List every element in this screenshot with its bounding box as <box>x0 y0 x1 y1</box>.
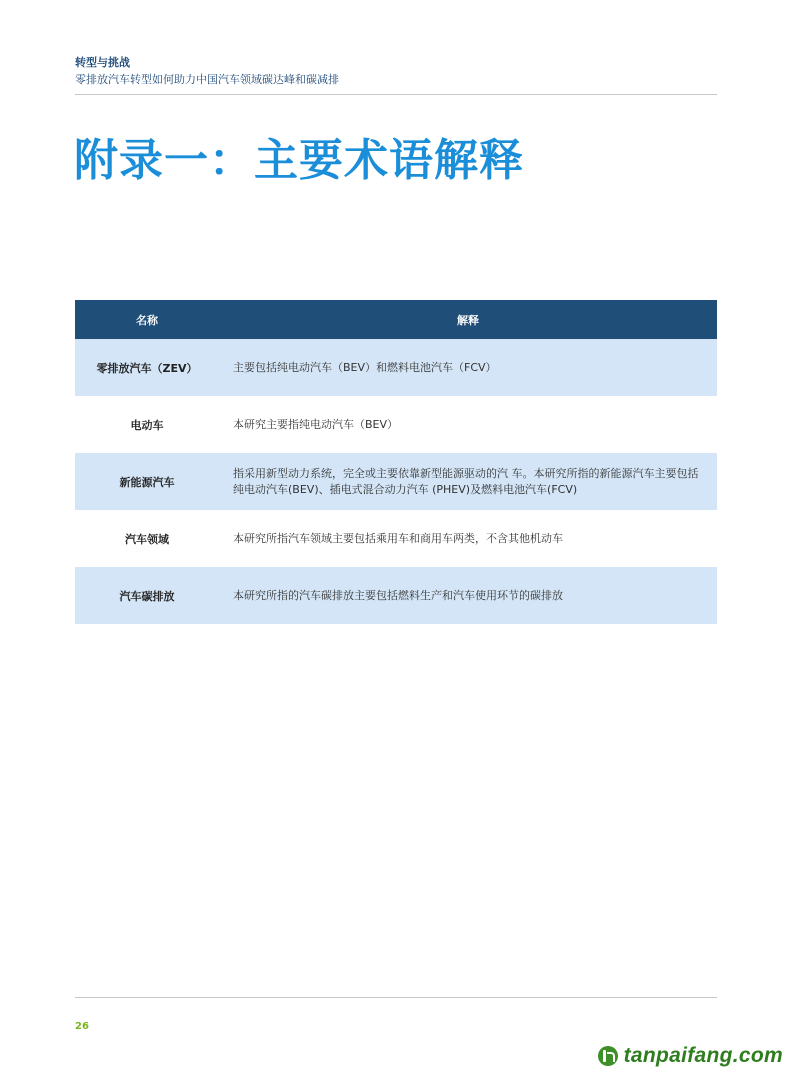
definition-cell: 本研究所指的汽车碳排放主要包括燃料生产和汽车使用环节的碳排放 <box>219 567 717 624</box>
definition-cell: 本研究所指汽车领域主要包括乘用车和商用车两类，不含其他机动车 <box>219 510 717 567</box>
terms-table <box>75 300 717 624</box>
definition-cell: 本研究主要指纯电动汽车（BEV） <box>219 396 717 453</box>
tanpaifang-logo-icon <box>598 1046 618 1066</box>
definition-cell: 指采用新型动力系统，完全或主要依靠新型能源驱动的汽 车。本研究所指的新能源汽车主要包括纯电动汽车(BEV)、插电式混合动力汽车 (PHEV)及燃料电池汽车(FCV) <box>219 453 717 510</box>
table-row <box>75 567 717 624</box>
definition-cell: 主要包括纯电动汽车（BEV）和燃料电池汽车（FCV） <box>219 339 717 396</box>
header-divider <box>75 94 717 95</box>
page-title: 附录一：主要术语解释 <box>74 135 524 186</box>
term-cell: 汽车领域 <box>75 510 219 567</box>
table-header-row <box>75 300 717 339</box>
column-header-name: 名称 <box>75 300 219 339</box>
term-cell: 新能源汽车 <box>75 453 219 510</box>
footer-divider <box>75 997 717 998</box>
watermark-text: tanpaifang.com <box>623 1044 783 1067</box>
table-row <box>75 453 717 510</box>
header-subtitle: 零排放汽车转型如何助力中国汽车领域碳达峰和碳减排 <box>75 73 339 86</box>
term-cell: 零排放汽车（ZEV） <box>75 339 219 396</box>
column-header-definition: 解释 <box>219 300 717 339</box>
term-cell: 汽车碳排放 <box>75 567 219 624</box>
table-row <box>75 396 717 453</box>
table-row <box>75 339 717 396</box>
table-row <box>75 510 717 567</box>
header-title: 转型与挑战 <box>75 56 130 69</box>
watermark <box>598 1044 783 1068</box>
term-cell: 电动车 <box>75 396 219 453</box>
page-number: 26 <box>75 1021 89 1032</box>
running-header <box>75 56 717 88</box>
